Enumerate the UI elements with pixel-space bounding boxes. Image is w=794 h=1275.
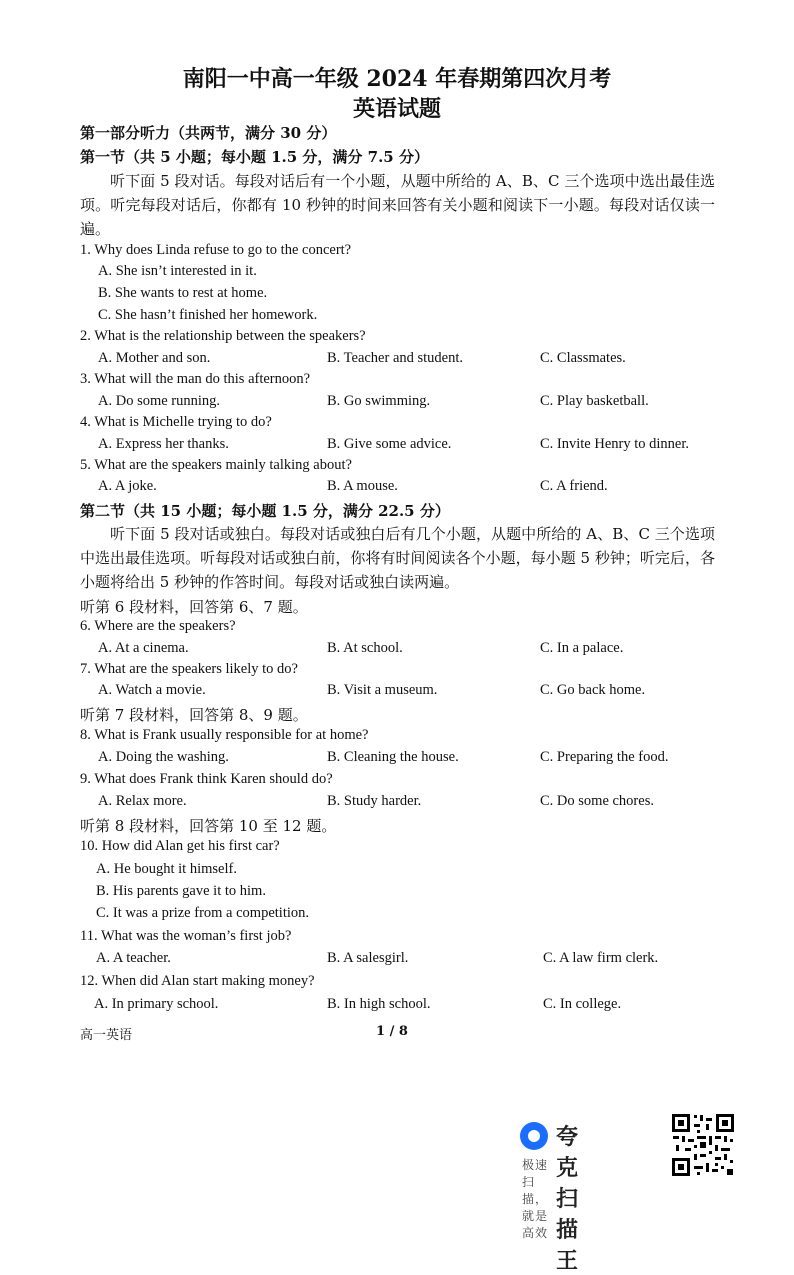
- q7-option-a: A. Watch a movie.: [98, 682, 206, 698]
- question-10: 10. How did Alan get his first car?: [80, 838, 280, 854]
- question-5: 5. What are the speakers mainly talking about?: [80, 457, 352, 473]
- q7-option-c: C. Go back home.: [540, 682, 646, 698]
- section1-instructions: 听下面 5 段对话。每段对话后有一个小题，从题中所给的 A、B、C 三个选项中选出最佳选项。听完每段对话后，你都有 10 秒钟的时间来回答有关小题和阅读下一小题。每段对话仅读一遍。: [80, 172, 715, 238]
- q12-option-c: C. In college.: [543, 996, 622, 1012]
- q7-option-b: B. Visit a museum.: [327, 682, 438, 698]
- footer-subject: 高一英语: [80, 1028, 133, 1043]
- question-1: 1. Why does Linda refuse to go to the concert?: [80, 242, 352, 258]
- q5-option-c: C. A friend.: [540, 478, 608, 494]
- q1-option-a: A. She isn’t interested in it.: [98, 263, 257, 279]
- q3-option-c: C. Play basketball.: [540, 393, 649, 409]
- question-4: 4. What is Michelle trying to do?: [80, 414, 272, 430]
- quark-logo-icon: [520, 1122, 548, 1150]
- exam-title: 南阳一中高一年级 2024 年春期第四次月考: [182, 66, 612, 92]
- q10-option-a: A. He bought it himself.: [96, 861, 237, 877]
- q12-option-a: A. In primary school.: [94, 996, 219, 1012]
- q4-option-a: A. Express her thanks.: [98, 436, 229, 452]
- section1-heading: 第一节（共 5 小题；每小题 1.5 分，满分 7.5 分）: [80, 148, 429, 166]
- question-3: 3. What will the man do this afternoon?: [80, 371, 311, 387]
- q10-option-b: B. His parents gave it to him.: [96, 883, 266, 899]
- q8-option-a: A. Doing the washing.: [98, 749, 229, 765]
- q11-option-b: B. A salesgirl.: [327, 950, 409, 966]
- q9-option-b: B. Study harder.: [327, 793, 422, 809]
- q4-option-c: C. Invite Henry to dinner.: [540, 436, 690, 452]
- footer-page-number: 1 / 8: [376, 1024, 408, 1039]
- q11-option-c: C. A law firm clerk.: [543, 950, 659, 966]
- q6-option-b: B. At school.: [327, 640, 403, 656]
- question-2: 2. What is the relationship between the speakers?: [80, 328, 366, 344]
- qr-code-icon: [670, 1112, 736, 1178]
- q3-option-a: A. Do some running.: [98, 393, 221, 409]
- question-8: 8. What is Frank usually responsible for at home?: [80, 727, 369, 743]
- part1-heading: 第一部分听力（共两节，满分 30 分）: [80, 124, 337, 142]
- q9-option-a: A. Relax more.: [98, 793, 187, 809]
- q5-option-b: B. A mouse.: [327, 478, 398, 494]
- q1-option-b: B. She wants to rest at home.: [98, 285, 268, 301]
- question-7: 7. What are the speakers likely to do?: [80, 661, 298, 677]
- material-7-note: 听第 7 段材料，回答第 8、9 题。: [80, 706, 308, 724]
- q2-option-c: C. Classmates.: [540, 350, 626, 366]
- scanner-slogan: 极速扫描，就是高效: [522, 1158, 549, 1240]
- q6-option-c: C. In a palace.: [540, 640, 624, 656]
- question-11: 11. What was the woman’s first job?: [80, 928, 292, 944]
- q3-option-b: B. Go swimming.: [327, 393, 431, 409]
- q9-option-c: C. Do some chores.: [540, 793, 654, 809]
- q8-option-b: B. Cleaning the house.: [327, 749, 459, 765]
- question-12: 12. When did Alan start making money?: [80, 973, 315, 989]
- q8-option-c: C. Preparing the food.: [540, 749, 669, 765]
- q1-option-c: C. She hasn’t finished her homework.: [98, 307, 318, 323]
- q5-option-a: A. A joke.: [98, 478, 157, 494]
- q2-option-b: B. Teacher and student.: [327, 350, 464, 366]
- q4-option-b: B. Give some advice.: [327, 436, 452, 452]
- question-9: 9. What does Frank think Karen should do?: [80, 771, 333, 787]
- question-6: 6. Where are the speakers?: [80, 618, 236, 634]
- material-8-note: 听第 8 段材料，回答第 10 至 12 题。: [80, 817, 337, 835]
- section2-heading: 第二节（共 15 小题；每小题 1.5 分，满分 22.5 分）: [80, 502, 450, 520]
- q12-option-b: B. In high school.: [327, 996, 431, 1012]
- q2-option-a: A. Mother and son.: [98, 350, 211, 366]
- scanner-brand-name: 夸克扫描王: [556, 1125, 579, 1274]
- exam-subtitle: 英语试题: [352, 96, 441, 122]
- section2-instructions: 听下面 5 段对话或独白。每段对话或独白后有几个小题，从题中所给的 A、B、C 三个选项中选出最佳选项。听每段对话或独白前，你将有时间阅读各个小题，每小题 5 秒钟；听完后，各小题将给出 5 秒钟的作答时间。每段对话或独白读两遍。: [80, 525, 715, 591]
- q6-option-a: A. At a cinema.: [98, 640, 189, 656]
- material-6-note: 听第 6 段材料，回答第 6、7 题。: [80, 598, 308, 616]
- q11-option-a: A. A teacher.: [96, 950, 171, 966]
- q10-option-c: C. It was a prize from a competition.: [96, 905, 310, 921]
